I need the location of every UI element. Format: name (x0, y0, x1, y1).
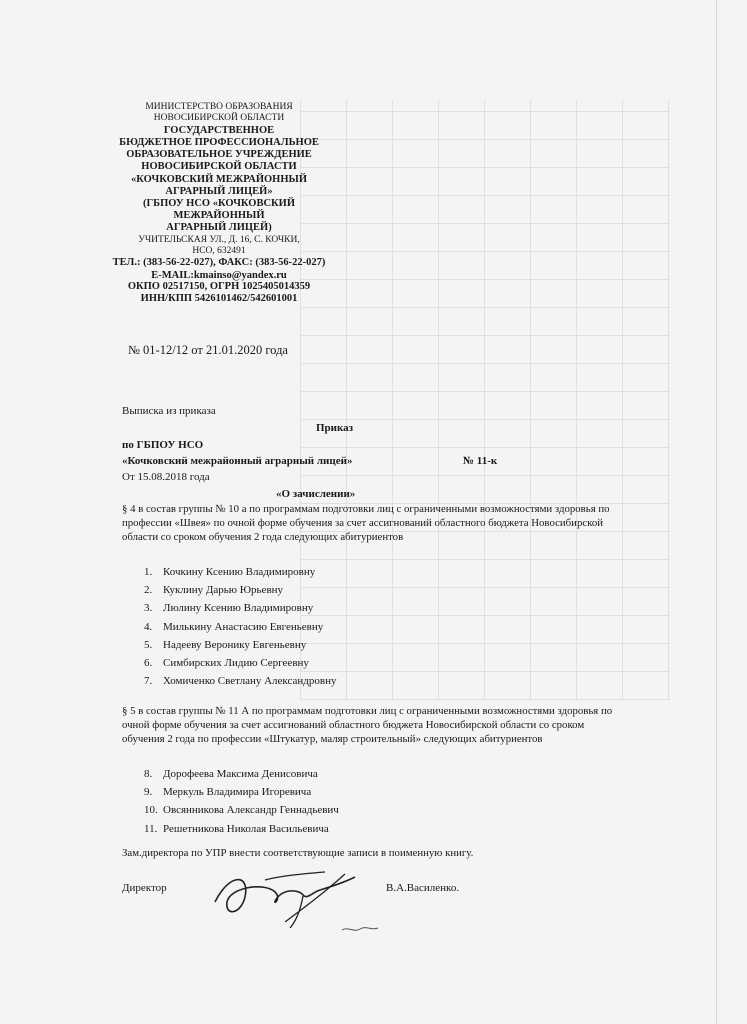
letterhead-line: НОВОСИБИРСКОЙ ОБЛАСТИ (141, 161, 297, 173)
student-list-item (144, 783, 339, 801)
letterhead (100, 102, 338, 305)
student-list-item (144, 599, 336, 617)
student-name: Хомиченко Светлану Александровну (163, 675, 337, 688)
letterhead-line: МЕЖРАЙОННЫЙ (173, 210, 265, 222)
student-name: Кочкину Ксению Владимировну (163, 566, 316, 578)
student-name: Надееву Веронику Евгеньевну (163, 638, 307, 651)
letterhead-line: НСО, 632491 (192, 246, 246, 257)
organization-line-2: «Кочковский межрайонный аграрный лицей» (122, 455, 353, 467)
order-subject: «О зачислении» (276, 488, 356, 500)
student-number: 7. (144, 675, 153, 688)
order-number: № 11-к (463, 455, 498, 467)
student-number: 4. (144, 620, 153, 633)
student-list-item (144, 801, 339, 819)
letterhead-line: НОВОСИБИРСКОЙ ОБЛАСТИ (153, 113, 285, 124)
letterhead-line: УЧИТЕЛЬСКАЯ УЛ., Д. 16, С. КОЧКИ, (138, 234, 300, 245)
student-name: Дорофеева Максима Денисовича (163, 768, 318, 780)
bleed-through-table (300, 100, 670, 700)
student-list-item (144, 672, 336, 690)
letterhead-line: ТЕЛ.: (383-56-22-027), ФАКС: (383-56-22-027) (112, 257, 326, 269)
student-list-group-2 (144, 765, 339, 838)
letterhead-line: (ГБПОУ НСО «КОЧКОВСКИЙ (142, 198, 295, 210)
student-list-item (144, 820, 339, 838)
paragraph-4: § 4 в состав группы № 10 а по программам подготовки лиц с ограниченными возможностями здоровья по профессии «Швея» по очной форме обучения за счет ассигнований областного бюджета Новосибирской области со сроком обучения 2 года следующих абитуриентов (122, 503, 610, 544)
student-list-group-1 (144, 563, 336, 690)
student-list-item (144, 563, 336, 581)
outgoing-number: № 01-12/12 от 21.01.2020 года (128, 343, 288, 357)
paragraph-5: § 5 в состав группы № 11 А по программам подготовки лиц с ограниченными возможностями здоровья по очной форме обучения за счет ассигнований областного бюджета Новосибирской области со сроком обучения 2 года по профессии «Штукатур, маляр строительный» следующих абитуриентов (122, 705, 613, 746)
letterhead-line: ИНН/КПП 5426101462/542601001 (140, 293, 298, 305)
instruction-text: Зам.директора по УПР внести соответствующие записи в поименную книгу. (122, 847, 474, 859)
scan-mark (340, 922, 380, 936)
student-number: 1. (144, 566, 153, 578)
student-number: 10. (144, 804, 158, 817)
letterhead-line: E-MAIL:kmainso@yandex.ru (151, 269, 287, 281)
letterhead-line: ОБРАЗОВАТЕЛЬНОЕ УЧРЕЖДЕНИЕ (126, 149, 312, 161)
student-number: 11. (144, 822, 158, 835)
letterhead-line: АГРАРНЫЙ ЛИЦЕЙ) (166, 222, 272, 234)
order-title: Приказ (316, 422, 354, 434)
student-number: 5. (144, 638, 153, 651)
student-number: 6. (144, 656, 153, 669)
student-name: Милькину Анастасию Евгеньевну (163, 620, 324, 633)
student-name: Решетникова Николая Васильевича (163, 822, 329, 835)
director-title: Директор (122, 882, 167, 894)
letterhead-line: ОКПО 02517150, ОГРН 1025405014359 (127, 281, 311, 293)
letterhead-line: АГРАРНЫЙ ЛИЦЕЙ» (165, 185, 273, 197)
student-number: 2. (144, 584, 153, 597)
letterhead-line: «КОЧКОВСКИЙ МЕЖРАЙОННЫЙ (131, 173, 307, 185)
student-name: Симбирских Лидию Сергеевну (163, 656, 309, 669)
student-list-item (144, 654, 336, 672)
letterhead-line: БЮДЖЕТНОЕ ПРОФЕССИОНАЛЬНОЕ (119, 137, 319, 149)
student-number: 3. (144, 602, 153, 615)
student-list-item (144, 636, 336, 654)
student-name: Овсянникова Александр Геннадьевич (163, 804, 339, 817)
student-list-item (144, 765, 339, 783)
extract-title: Выписка из приказа (122, 405, 216, 417)
student-number: 8. (144, 768, 153, 780)
order-date: От 15.08.2018 года (122, 471, 210, 483)
student-name: Меркуль Владимира Игоревича (163, 786, 312, 799)
student-list-item (144, 581, 336, 599)
organization-line-1: по ГБПОУ НСО (122, 439, 204, 451)
director-name: В.А.Василенко. (386, 882, 460, 894)
student-name: Люлину Ксению Владимировну (163, 602, 314, 615)
letterhead-line: ГОСУДАРСТВЕННОЕ (163, 124, 275, 136)
scan-edge (716, 0, 717, 1024)
student-number: 9. (144, 786, 153, 799)
letterhead-line: МИНИСТЕРСТВО ОБРАЗОВАНИЯ (145, 102, 293, 112)
student-name: Куклину Дарью Юрьевну (163, 584, 284, 597)
student-list-item (144, 618, 336, 636)
